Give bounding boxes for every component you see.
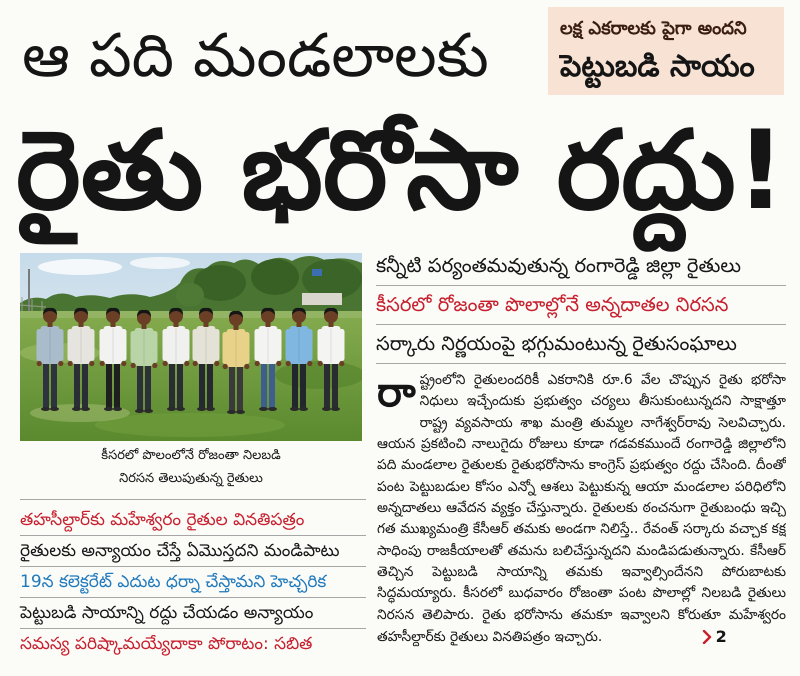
subheadline-text: 19న కలెక్టరేట్ ఎదుట ధర్నా చేస్తామని హెచ్చరిక	[20, 572, 327, 592]
highlight-box-line-1-text: లక్ష ఎకరాలకు పైగా అందని	[560, 18, 747, 39]
continued-page-number: 2	[715, 627, 727, 647]
subheadline-text: రైతులకు అన్యాయం చేస్తే ఏమొస్తదని మండిపాటు	[20, 541, 340, 561]
divider	[376, 285, 786, 286]
farmers-protest-photo	[20, 253, 362, 441]
divider	[376, 324, 786, 325]
drop-cap: రా	[377, 370, 416, 416]
caption-line-text: నిరసన తెలుపుతున్న రైతులు	[119, 471, 263, 486]
continued-on-page	[702, 626, 727, 648]
subheadline	[376, 249, 786, 283]
subheadline	[376, 288, 786, 322]
subheadline-text: సర్కారు నిర్ణయంపై భగ్గుమంటున్న రైతుసంఘాలు	[376, 332, 737, 355]
subheadline	[20, 629, 366, 659]
caption-line	[20, 467, 362, 490]
divider	[20, 499, 366, 500]
highlight-box-line-2	[560, 45, 774, 89]
subheadline-text: పెట్టుబడి సాయాన్ని రద్దు చేయడం అన్యాయం	[20, 603, 314, 623]
subheadline-text: కన్నీటి పర్యంతమవుతున్న రంగారెడ్డి జిల్లా రైతులు	[376, 254, 741, 277]
main-headline-text: రైతు భరోసా రద్దు!	[16, 107, 786, 234]
main-headline	[16, 96, 788, 246]
subheadline	[20, 598, 366, 628]
highlight-box-line-2-text: పెట్టుబడి సాయం	[560, 49, 755, 84]
highlight-box-line-1	[560, 13, 774, 45]
caption-line-text: కీసరలో పొలంలోనే రోజంతా నిలబడి	[101, 448, 281, 463]
chevron-right-icon	[702, 630, 712, 644]
subheadline-text: సమస్య పరిష్కామయ్యేదాకా పోరాటం: సబిత	[20, 634, 313, 654]
caption-line	[20, 444, 362, 467]
subheadline	[20, 536, 366, 566]
kicker-text: ఆ పది మండలాలకు	[22, 21, 489, 91]
subheadline	[20, 567, 366, 597]
subheadline-text: తహసీల్దార్‌కు మహేశ్వరం రైతుల వినతిపత్రం	[20, 510, 305, 530]
kicker-headline	[22, 12, 538, 100]
subheadline	[376, 327, 786, 361]
divider	[376, 363, 786, 364]
photo-caption	[20, 444, 362, 490]
article-body	[377, 370, 786, 666]
article-body-text: ష్ట్రంలోని రైతులందరికీ ఎకరానికి రూ.6 వేల చొప్పున రైతు భరోసా నిధులు ఇచ్చేందుకు ప్రభుత్వం చర్యలు తీసుకుంటున్నదని సాక్షాత్తూ రాష్ట్ర వ్యవసాయ శాఖ మంత్రి తుమ్మల నాగేశ్వర్‌రావు సెలవిచ్చారు. ఆయన ప్రకటించి నాలుగైదు రోజులు కూడా గడవకముందే రంగారెడ్డి జిల్లాలోని పది మండలాల రైతులకు రైతుభరోసాను కాంగ్రెస్ ప్రభుత్వం రద్దు చేసింది. దీంతో పంట పెట్టుబడుల కోసం ఎన్నో ఆశలు పెట్టుకున్న ఆయా మండలాల పరిధిలోని అన్నదాతలు ఆవేదన వ్యక్తం చేస్తున్నారు. రైతులకు ఠంచనుగా రైతుబంధు ఇచ్చి గత ముఖ్యమంత్రి కేసీఆర్ తమకు అండగా నిలిస్తే.. రేవంత్ సర్కారు వచ్చాక కక్ష సాధింపు రాజకీయాలతో తమను బలిచేస్తున్నదని మండిపడుతున్నారు. కేసీఆర్ తెచ్చిన పెట్టుబడి సాయాన్ని తమకు ఇవ్వాల్సిందేనని పోరుబాటకు సిద్ధమయ్యారు. కీసరలో బుధవారం రోజంతా పంట పొలాల్లో నిలబడి రైతులు నిరసన తెలిపారు. రైతు భరోసాను తమకూ ఇవ్వాలని కోరుతూ మహేశ్వరం తహసీల్దార్‌కు రైతులు వినతిపత్రం ఇచ్చారు.	[377, 372, 786, 646]
highlight-box	[548, 7, 784, 95]
subheadline	[20, 505, 366, 535]
subheadline-text: కీసరలో రోజంతా పొలాల్లోనే అన్నదాతల నిరసన	[376, 293, 729, 316]
